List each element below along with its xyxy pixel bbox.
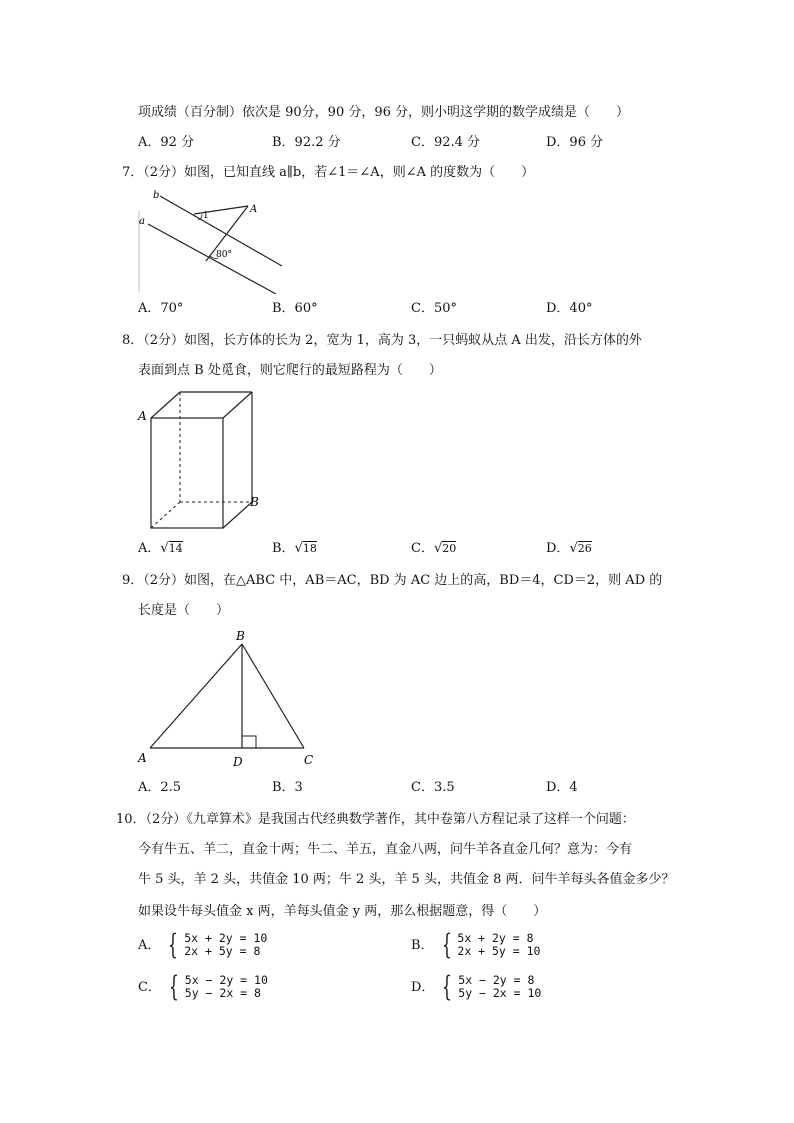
brace-icon: { (442, 970, 453, 1003)
q10-option-d-letter: D． (411, 979, 435, 995)
q8-label-B: B (250, 495, 259, 509)
q7-label-A: A (250, 204, 258, 215)
q10-option-a-eq1: 5x + 2y = 10 (184, 931, 268, 945)
sqrt-icon: √ (160, 541, 169, 556)
q8-option-a-radicand: 14 (168, 542, 183, 555)
q8-option-d (546, 540, 592, 558)
q10-option-b-letter: B． (411, 937, 434, 953)
q8-stem-line1: 8．（2分）如图，长方体的长为 2，宽为 1，高为 3，一只蚂蚁从点 A 出发，沿长方体的外 (122, 333, 642, 348)
q8-option-b-radicand: 18 (302, 542, 317, 555)
q10-stem-line2: 今有牛五、羊二，直金十两；牛二、羊五，直金八两，问牛羊各直金几何？意为：今有 (138, 842, 633, 857)
q10-option-c (138, 970, 268, 1003)
q8-option-a-letter: A． (138, 541, 161, 556)
sqrt-icon: √ (569, 541, 578, 556)
q8-option-c (411, 540, 456, 558)
q8-option-b (272, 540, 317, 558)
q8-option-b-letter: B． (272, 541, 295, 556)
q7-stem: 7．（2分）如图，已知直线 a∥b，若∠1＝∠A，则∠A 的度数为（ ） (122, 165, 535, 180)
q10-option-a-eq2: 2x + 5y = 8 (184, 944, 261, 958)
q9-label-D: D (233, 755, 243, 769)
q7-label-b: b (153, 190, 160, 201)
q7-angle-label: 80° (216, 250, 232, 260)
q9-label-C: C (304, 753, 314, 767)
q10-option-b-eq2: 2x + 5y = 10 (457, 944, 541, 958)
q7-option-c: C．50° (411, 301, 457, 316)
q9-stem-line2: 长度是（ ） (138, 603, 230, 618)
q10-option-c-eq1: 5x − 2y = 10 (184, 973, 268, 987)
q7-label-a: a (139, 216, 145, 227)
q9-option-c: C．3.5 (411, 780, 455, 795)
q8-option-c-letter: C． (411, 541, 434, 556)
q8-label-A: A (138, 409, 147, 423)
q6-option-a: A．92 分 (138, 135, 195, 150)
q8-option-d-radicand: 26 (577, 542, 592, 555)
q9-stem-line1: 9．（2分）如图，在△ABC 中，AB＝AC，BD 为 AC 边上的高，BD＝4，CD＝2，则 AD 的 (122, 573, 663, 588)
q6-option-c: C．92.4 分 (411, 135, 481, 150)
q9-figure (136, 626, 326, 774)
q10-option-d-eq1: 5x − 2y = 8 (458, 973, 535, 987)
q10-option-d (411, 970, 542, 1003)
sqrt-icon: √ (294, 541, 303, 556)
q7-option-d: D．40° (546, 301, 593, 316)
q9-label-A: A (138, 751, 147, 765)
q10-stem-line4: 如果设牛每头值金 x 两，羊每头值金 y 两，那么根据题意，得（ ） (138, 904, 547, 919)
q8-option-d-letter: D． (546, 541, 570, 556)
q6-option-d: D．96 分 (546, 135, 604, 150)
q10-option-c-letter: C． (138, 979, 161, 995)
brace-icon: { (168, 970, 179, 1003)
brace-icon: { (168, 928, 179, 961)
q9-option-a: A．2.5 (138, 780, 182, 795)
q7-figure (136, 186, 291, 294)
q10-option-b-eq1: 5x + 2y = 8 (457, 931, 534, 945)
q10-option-d-eq2: 5y − 2x = 10 (458, 986, 542, 1000)
q10-option-b (411, 928, 541, 961)
q9-option-b: B．3 (272, 780, 303, 795)
q8-figure (136, 386, 266, 536)
q10-stem-line3: 牛 5 头，羊 2 头，共值金 10 两；牛 2 头，羊 5 头，共值金 8 两．问牛羊每头各值金多少？ (138, 872, 675, 887)
q10-stem-line1: 10．（2分）《九章算术》是我国古代经典数学著作，其中卷第八方程记录了这样一个问题： (116, 812, 635, 827)
q7-option-b: B．60° (272, 301, 318, 316)
q7-label-1: 1 (203, 211, 209, 221)
q10-option-a-letter: A． (138, 937, 161, 953)
q6-option-b: B．92.2 分 (272, 135, 341, 150)
q8-option-c-radicand: 20 (442, 542, 457, 555)
q9-label-B: B (236, 629, 245, 643)
sqrt-icon: √ (433, 541, 443, 556)
q8-stem-line2: 表面到点 B 处觅食，则它爬行的最短路程为（ ） (138, 363, 442, 378)
q9-option-d: D．4 (546, 780, 578, 795)
q8-option-a (138, 540, 183, 558)
q6-stem: 项成绩（百分制）依次是 90分，90 分，96 分，则小明这学期的数学成绩是（ ） (138, 105, 630, 120)
q7-option-a: A．70° (138, 301, 184, 316)
q10-option-a (138, 928, 268, 961)
q10-option-c-eq2: 5y − 2x = 8 (184, 986, 261, 1000)
brace-icon: { (441, 928, 452, 961)
